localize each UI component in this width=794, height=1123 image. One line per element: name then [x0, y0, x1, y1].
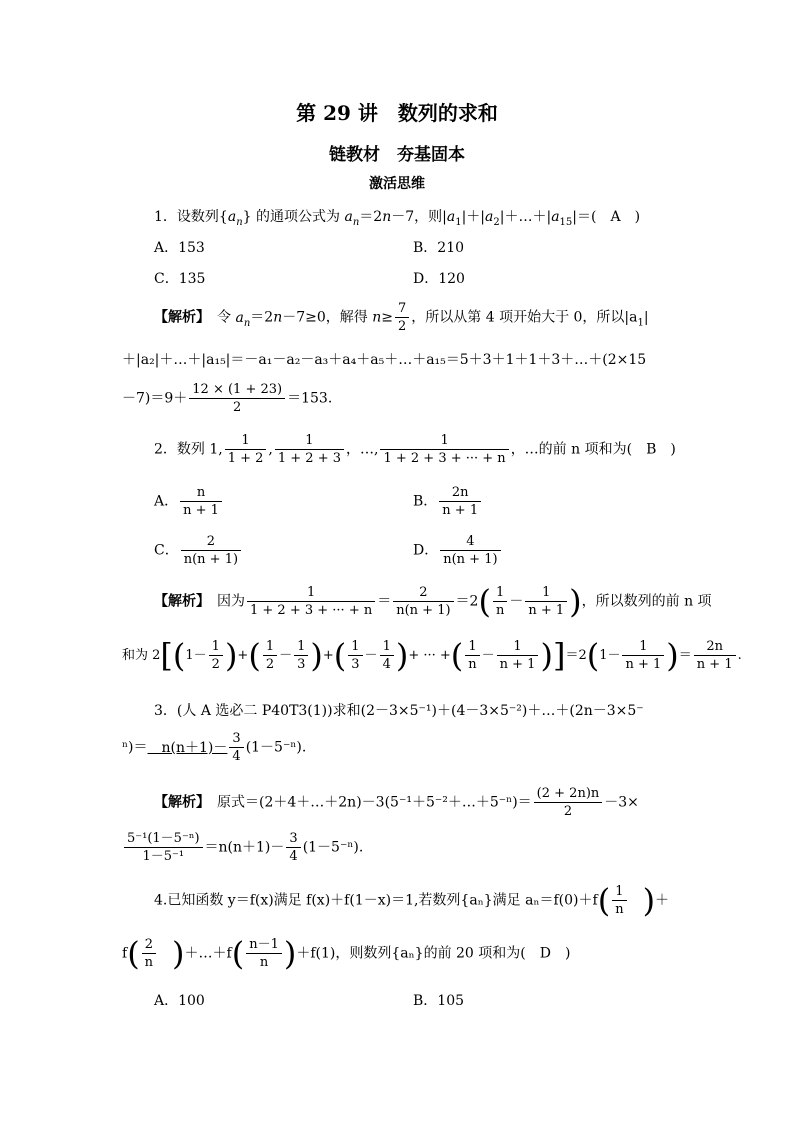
q1-option-d: D．120 — [413, 271, 465, 287]
q4-stem-line2: f( $\frac{2}{n}$ )＋…＋f( $\frac{n-1}{n}$ )＋f(1)，则数列{aₙ}的前 20 项和为( D ) — [122, 934, 571, 973]
q3-solution-line1: 【解析】 原式＝(2＋4＋…＋2n)－3(5⁻¹＋5⁻²＋…＋5⁻ⁿ)＝ $\frac{(2 + 2n)n}{2}$ －3× — [154, 786, 639, 819]
q1-solution-line3: －7)＝9＋ $\frac{12 \times (1 + 23)}{2}$ ＝153. — [122, 382, 333, 415]
q2-option-a: A． $\frac{n}{n + 1}$ — [154, 484, 224, 519]
q4-option-b: B．105 — [413, 993, 465, 1009]
q2-solution-line1: 【解析】 因为 $\frac{1}{1 + 2 + 3 + \cdot\cdot\cdot + n}$ ＝ $\frac{2}{n(n + 1)}$ ＝2( $\frac{1}{n}$ － $\frac{1}{n + 1}$ )，所以数列的前 n 项 — [154, 582, 712, 621]
q4-option-a: A．100 — [154, 993, 205, 1009]
section-title: 链教材 夯基固本 — [329, 145, 465, 165]
q3-solution-line2: $\frac{\text{5⁻¹(1－5⁻ⁿ)}}{\text{1－5⁻¹}}$ ＝n(n＋1)－ $\frac{3}{4}$ (1－5⁻ⁿ). — [122, 830, 363, 865]
q2-option-c: C． $\frac{2}{n(n + 1)}$ — [154, 533, 243, 568]
q2-solution-line2: 和为 2[(1－ $\frac{1}{2}$ )+( $\frac{1}{2}$ － $\frac{1}{3}$ )+( $\frac{1}{3}$ － $\frac{1}{4}$ )+ ··· +( $\frac{1}{n}$ － $\frac{1}{n + 1}$ )]＝2(1－ $\frac{1}{n + 1}$ )＝ $\frac{2n}{n + 1}$ . — [122, 636, 742, 675]
q1-option-b: B．210 — [413, 240, 465, 256]
fraction: $\frac{7}{2}$ — [395, 300, 409, 335]
q1-solution-line1: 【解析】 令 $a_n=2n-7\ge 0$，解得 n≥ $\frac{7}{2}$ ，所以从第 4 项开始大于 0，所以$|a_1|$ — [154, 301, 649, 334]
q1-option-c: C．135 — [154, 271, 206, 287]
q3-stem-line2: ⁿ)＝ n(n＋1)－ $\frac{3}{4}$ (1－5⁻ⁿ). — [122, 731, 307, 764]
fraction: $\frac{12 \times (1 + 23)}{2}$ — [189, 381, 285, 416]
q2-stem: 2．数列 1, $\frac{1}{1 + 2}$ , $\frac{1}{1 + 2 + 3}$ ，…, $\frac{1}{1 + 2 + 3 + \cdot\cdot\cdot + n}$ ，…的前 n 项和为( B ) — [154, 433, 676, 466]
q3-answer: n(n＋1)－ $\frac{3}{4}$ — [148, 740, 246, 756]
q2-option-b: B． $\frac{2n}{n + 1}$ — [413, 484, 483, 519]
subsection-title: 激活思维 — [369, 176, 425, 192]
q1-option-a: A．153 — [154, 240, 205, 256]
q2-option-d: D． $\frac{4}{n(n + 1)}$ — [413, 533, 503, 568]
q4-stem-line1: 4.已知函数 y＝f(x)满足 f(x)＋f(1－x)＝1,若数列{aₙ}满足 aₙ＝f(0)＋f( $\frac{1}{n}$ )＋ — [154, 881, 670, 920]
q1-solution-line2: ＋|a₂|＋…＋|a₁₅|＝－a₁－a₂－a₃＋a₄＋a₅＋…＋a₁₅＝5＋3＋1＋1＋3＋…＋(2×15 — [122, 352, 647, 368]
page-title: 第 29 讲 数列的求和 — [296, 101, 498, 125]
q3-stem-line1: 3．(人 A 选必二 P40T3(1))求和(2－3×5⁻¹)＋(4－3×5⁻²)＋…＋(2n－3×5⁻ — [154, 703, 644, 719]
q1-stem: 1．设数列$\{a_n\}$ 的通项公式为 $a_n=2n-7$，则$|a_1|+|a_2|+\dots+|a_{15}|=$( A ) — [154, 209, 641, 228]
